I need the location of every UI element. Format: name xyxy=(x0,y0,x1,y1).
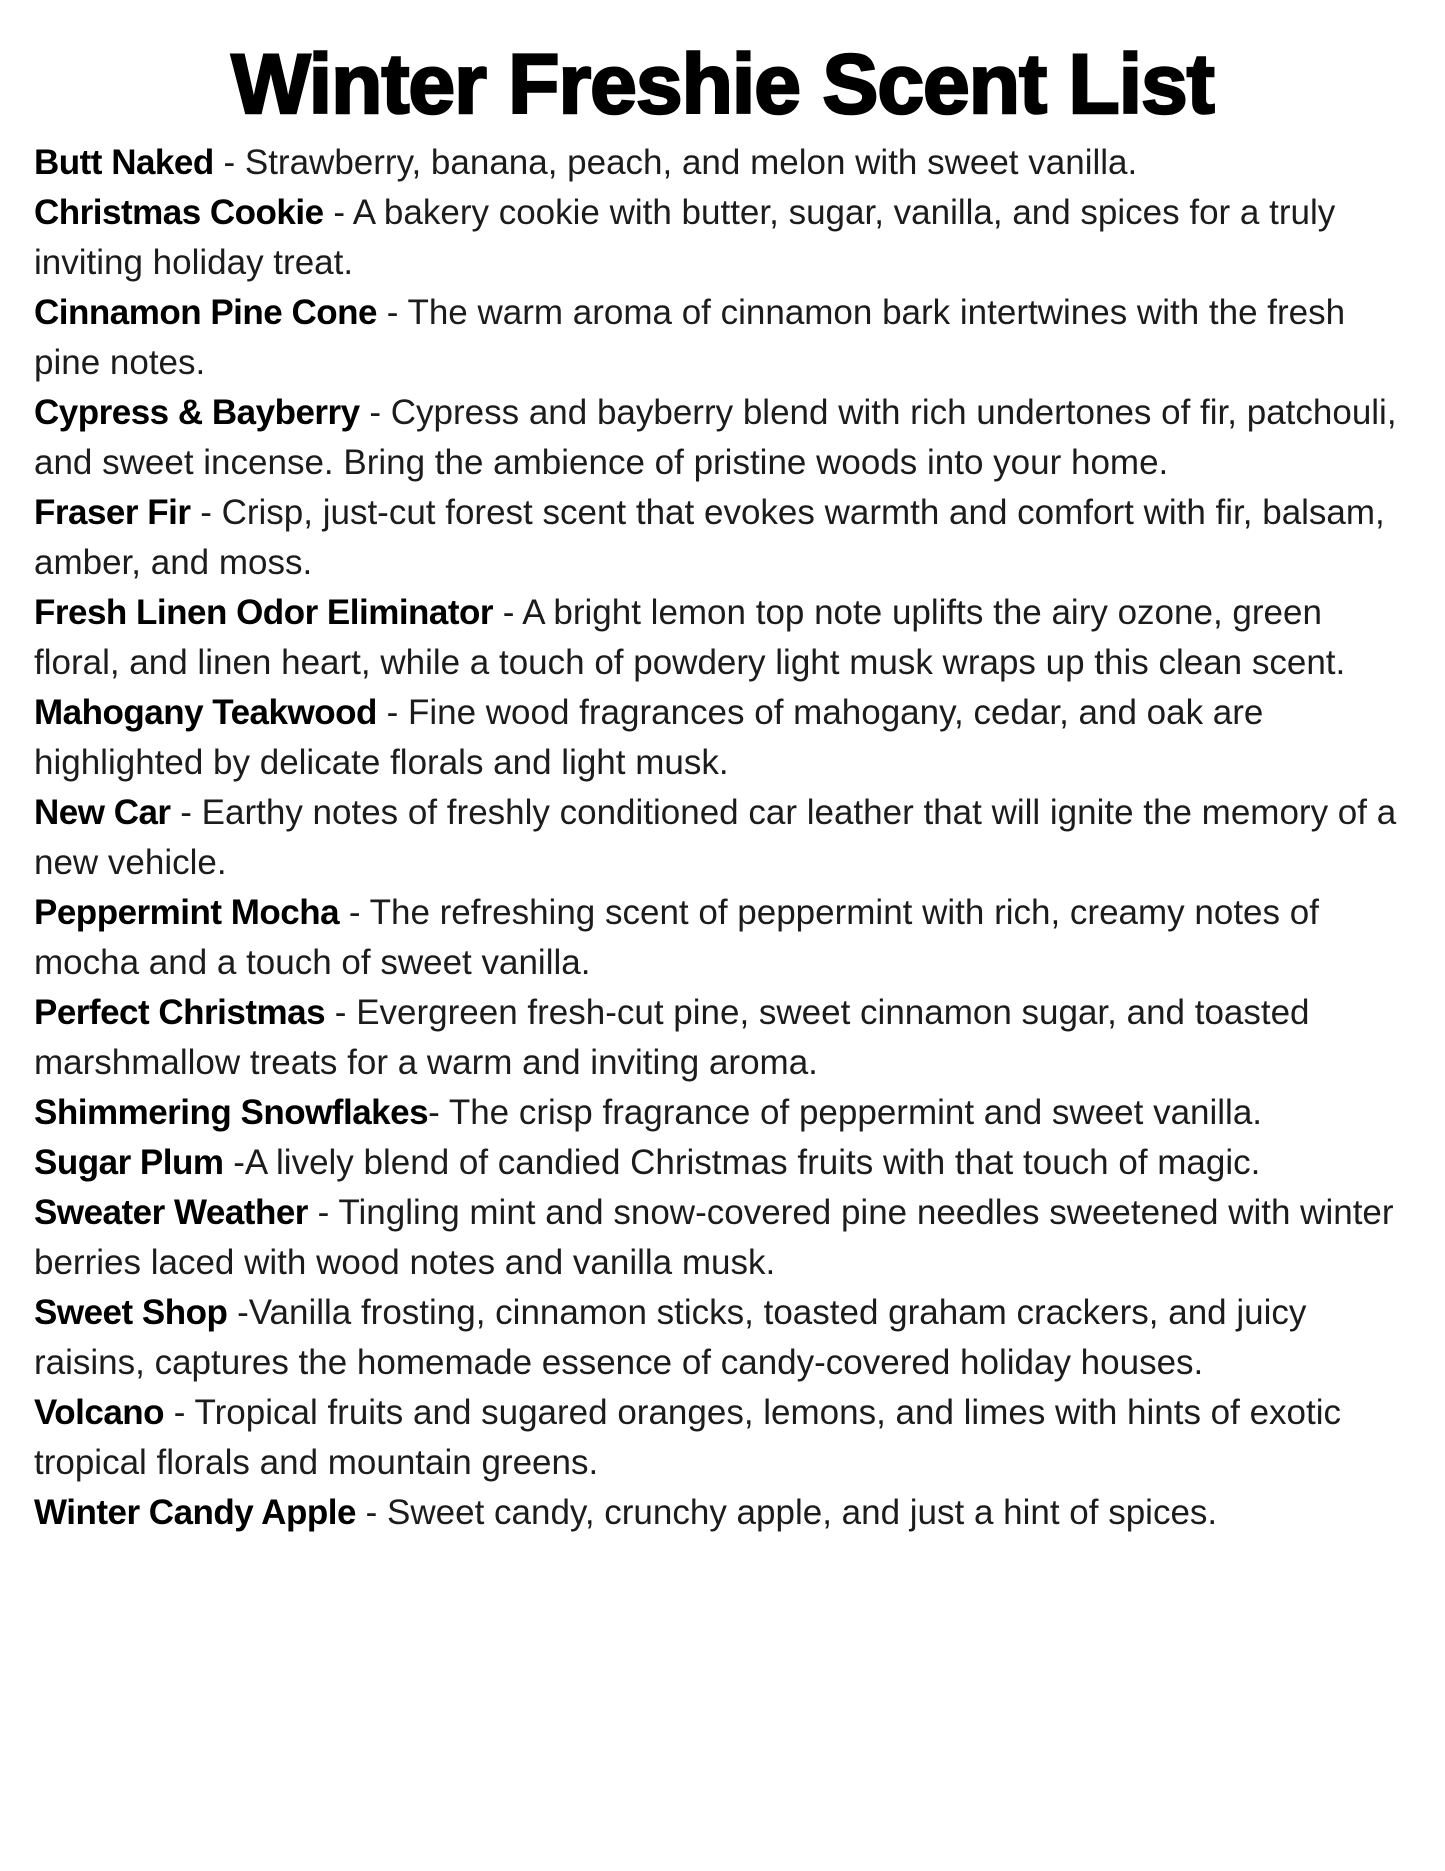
scent-name: Sweet Shop xyxy=(34,1293,228,1332)
scent-name: Sweater Weather xyxy=(34,1193,308,1232)
scent-description: Cypress and bayberry blend with rich undertones of fir, patchouli, and sweet incense. Bring the ambience of pristine woods into your home. xyxy=(34,393,1397,482)
scent-name: Cinnamon Pine Cone xyxy=(34,293,377,332)
scent-name: Peppermint Mocha xyxy=(34,893,340,932)
separator: - xyxy=(190,493,222,532)
separator: - xyxy=(359,393,391,432)
scent-description: Crisp, just-cut forest scent that evokes warmth and comfort with fir, balsam, amber, and moss. xyxy=(34,493,1385,582)
separator: - xyxy=(376,293,408,332)
scent-entry-peppermint-mocha xyxy=(34,888,1405,988)
page-title: Winter Freshie Scent List xyxy=(231,37,1214,131)
separator: - xyxy=(428,1093,449,1132)
scent-description: Strawberry, banana, peach, and melon with sweet vanilla. xyxy=(244,143,1138,182)
separator: - xyxy=(323,193,353,232)
separator: - xyxy=(339,893,370,932)
scent-description: A bakery cookie with butter, sugar, vanilla, and spices for a truly inviting holiday treat. xyxy=(34,193,1336,282)
scent-description: The crisp fragrance of peppermint and sweet vanilla. xyxy=(448,1093,1263,1132)
separator: - xyxy=(307,1193,339,1232)
scent-name: Fraser Fir xyxy=(34,493,191,532)
scent-entry-butt-naked xyxy=(34,138,1405,188)
scent-description: Tingling mint and snow-covered pine needles sweetened with winter berries laced with wood notes and vanilla musk. xyxy=(34,1193,1394,1282)
scent-entry-christmas-cookie xyxy=(34,188,1405,288)
scent-name: Cypress & Bayberry xyxy=(34,393,360,432)
scent-description: Tropical fruits and sugared oranges, lemons, and limes with hints of exotic tropical florals and mountain greens. xyxy=(34,1393,1342,1482)
scent-name: Shimmering Snowflakes xyxy=(34,1093,429,1132)
scent-description: A lively blend of candied Christmas fruits with that touch of magic. xyxy=(244,1143,1261,1182)
scent-description: Vanilla frosting, cinnamon sticks, toasted graham crackers, and juicy raisins, captures the homemade essence of candy-covered holiday houses. xyxy=(34,1293,1307,1382)
separator: - xyxy=(213,143,245,182)
scent-description: Earthy notes of freshly conditioned car leather that will ignite the memory of a new vehicle. xyxy=(34,793,1397,882)
scent-entry-mahogany-teakwood xyxy=(34,688,1405,788)
scent-entry-volcano xyxy=(34,1388,1405,1488)
separator: - xyxy=(227,1293,249,1332)
scent-name: Volcano xyxy=(34,1393,165,1432)
scent-name: Sugar Plum xyxy=(34,1143,224,1182)
scent-entry-sweet-shop xyxy=(34,1288,1405,1388)
scent-entry-fresh-linen-odor-eliminator xyxy=(34,588,1405,688)
separator: - xyxy=(170,793,202,832)
scent-name: Mahogany Teakwood xyxy=(34,693,377,732)
scent-name: Christmas Cookie xyxy=(34,193,324,232)
scent-entry-sugar-plum xyxy=(34,1138,1405,1188)
scent-description: Fine wood fragrances of mahogany, cedar, and oak are highlighted by delicate florals and light musk. xyxy=(34,693,1264,782)
scent-description: The warm aroma of cinnamon bark intertwines with the fresh pine notes. xyxy=(34,293,1346,382)
scent-entry-sweater-weather xyxy=(34,1188,1405,1288)
scent-name: Winter Candy Apple xyxy=(34,1493,356,1532)
scent-description: A bright lemon top note uplifts the airy ozone, green floral, and linen heart, while a touch of powdery light musk wraps up this clean scent. xyxy=(34,593,1346,682)
separator: - xyxy=(376,693,408,732)
separator: - xyxy=(223,1143,245,1182)
scent-entry-new-car xyxy=(34,788,1405,888)
scent-entry-shimmering-snowflakes xyxy=(34,1088,1405,1138)
separator: - xyxy=(164,1393,195,1432)
scent-name: Fresh Linen Odor Eliminator xyxy=(34,593,494,632)
scent-name: Perfect Christmas xyxy=(34,993,326,1032)
scent-description: The refreshing scent of peppermint with rich, creamy notes of mocha and a touch of sweet vanilla. xyxy=(34,893,1319,982)
scent-entry-winter-candy-apple xyxy=(34,1488,1405,1538)
scent-name: New Car xyxy=(34,793,171,832)
scent-list xyxy=(0,138,1445,1538)
scent-entry-cypress-bayberry xyxy=(34,388,1405,488)
separator: - xyxy=(355,1493,388,1532)
scent-entry-fraser-fir xyxy=(34,488,1405,588)
scent-entry-cinnamon-pine-cone xyxy=(34,288,1405,388)
separator: - xyxy=(493,593,523,632)
separator: - xyxy=(325,993,357,1032)
scent-description: Sweet candy, crunchy apple, and just a hint of spices. xyxy=(387,1493,1218,1532)
scent-entry-perfect-christmas xyxy=(34,988,1405,1088)
scent-name: Butt Naked xyxy=(34,143,214,182)
scent-description: Evergreen fresh-cut pine, sweet cinnamon sugar, and toasted marshmallow treats for a warm and inviting aroma. xyxy=(34,993,1310,1082)
